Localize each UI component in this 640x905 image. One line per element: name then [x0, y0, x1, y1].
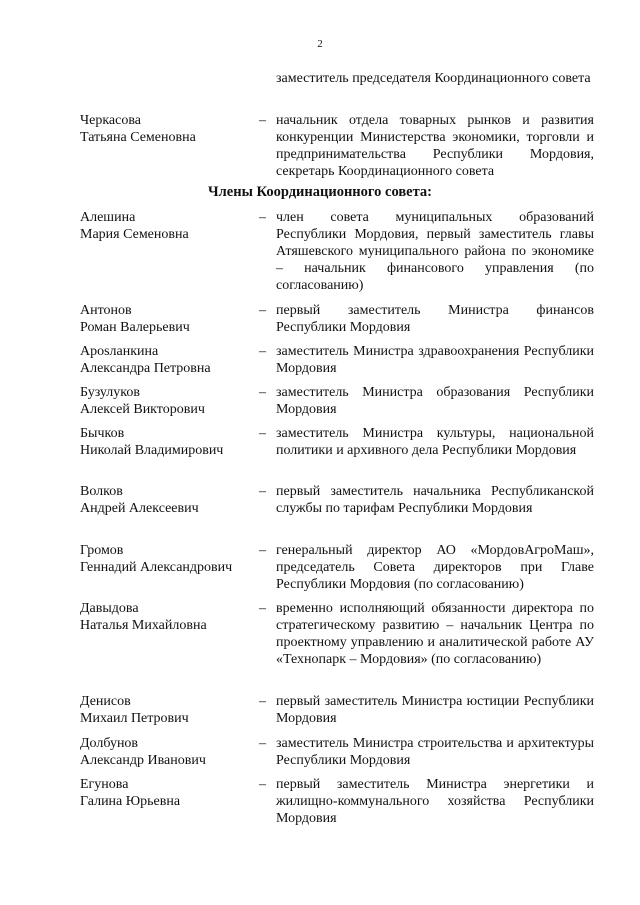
- dash-separator: –: [259, 694, 266, 709]
- member-surname: Егунова: [80, 777, 129, 792]
- page-number: 2: [317, 38, 323, 50]
- member-role: первый заместитель Министра финансов Республики Мордовия: [276, 303, 594, 335]
- member-role: временно исполняющий обязанности директора по стратегическому развитию – начальник Центра по проектному управлению и аналитической работе АУ «Технопарк – Мордовия» (по согласованию): [276, 601, 594, 667]
- member-name: [80, 112, 260, 146]
- member-name: [80, 384, 260, 418]
- dash-separator: –: [259, 426, 266, 441]
- dash-separator: –: [259, 385, 266, 400]
- member-role: первый заместитель Министра юстиции Республики Мордовия: [276, 694, 594, 726]
- member-surname: Арosланкина: [80, 344, 159, 359]
- member-role: генеральный директор АО «МордовАгроМаш», председатель Совета директоров при Главе Республики Мордовия (по согласованию): [276, 543, 594, 592]
- member-given-name: Галина Юрьевна: [80, 794, 181, 809]
- member-surname: Денисов: [80, 694, 131, 709]
- member-role: заместитель Министра культуры, национальной политики и архивного дела Республики Мордовия: [276, 426, 594, 458]
- member-name: [80, 542, 260, 576]
- dash-separator: –: [259, 777, 266, 792]
- member-name: [80, 483, 260, 517]
- member-given-name: Роман Валерьевич: [80, 320, 190, 335]
- member-given-name: Александр Иванович: [80, 753, 206, 768]
- member-given-name: Николай Владимирович: [80, 443, 224, 458]
- member-surname: Алешина: [80, 210, 136, 225]
- member-given-name: Андрей Алексеевич: [80, 501, 199, 516]
- member-name: [80, 425, 260, 459]
- member-given-name: Наталья Михайловна: [80, 618, 207, 633]
- member-name: [80, 735, 260, 769]
- member-surname: Волков: [80, 484, 123, 499]
- member-surname: Антонов: [80, 303, 132, 318]
- member-given-name: Михаил Петрович: [80, 711, 189, 726]
- member-role: член совета муниципальных образований Республики Мордовия, первый заместитель главы Атяшевского муниципального района по экономике – начальник финансового управления (по согласованию): [276, 210, 594, 293]
- member-name: [80, 600, 260, 634]
- dash-separator: –: [259, 736, 266, 751]
- member-given-name: Геннадий Александрович: [80, 560, 233, 575]
- member-role: заместитель Министра строительства и архитектуры Республики Мордовия: [276, 736, 594, 768]
- member-given-name: Александра Петровна: [80, 361, 211, 376]
- member-given-name: Мария Семеновна: [80, 227, 189, 242]
- member-given-name: Алексей Викторович: [80, 402, 205, 417]
- member-surname: Давыдова: [80, 601, 139, 616]
- member-surname: Бузулуков: [80, 385, 140, 400]
- member-surname: Черкасова: [80, 113, 141, 128]
- members-heading: Члены Координационного совета:: [208, 184, 432, 200]
- dash-separator: –: [259, 210, 266, 225]
- member-role: заместитель Министра образования Республики Мордовия: [276, 385, 594, 417]
- member-role: первый заместитель начальника Республиканской службы по тарифам Республики Мордовия: [276, 484, 594, 516]
- member-name: [80, 693, 260, 727]
- dash-separator: –: [259, 344, 266, 359]
- member-name: [80, 209, 260, 243]
- member-role: первый заместитель Министра энергетики и жилищно-коммунального хозяйства Республики Мордовия: [276, 777, 594, 826]
- dash-separator: –: [259, 601, 266, 616]
- member-surname: Громов: [80, 543, 124, 558]
- member-role: начальник отдела товарных рынков и развития конкуренции Министерства экономики, торговли и предпринимательства Республики Мордовия, секретарь Координационного совета: [276, 113, 594, 179]
- dash-separator: –: [259, 303, 266, 318]
- dash-separator: –: [259, 484, 266, 499]
- member-name: [80, 343, 260, 377]
- dash-separator: –: [259, 113, 266, 128]
- member-surname: Долбунов: [80, 736, 139, 751]
- member-given-name: Татьяна Семеновна: [80, 130, 196, 145]
- member-role: заместитель Министра здравоохранения Республики Мордовия: [276, 344, 594, 376]
- previous-entry-continuation: заместитель председателя Координационного совета: [276, 71, 591, 86]
- member-name: [80, 302, 260, 336]
- member-surname: Бычков: [80, 426, 125, 441]
- dash-separator: –: [259, 543, 266, 558]
- member-name: [80, 776, 260, 810]
